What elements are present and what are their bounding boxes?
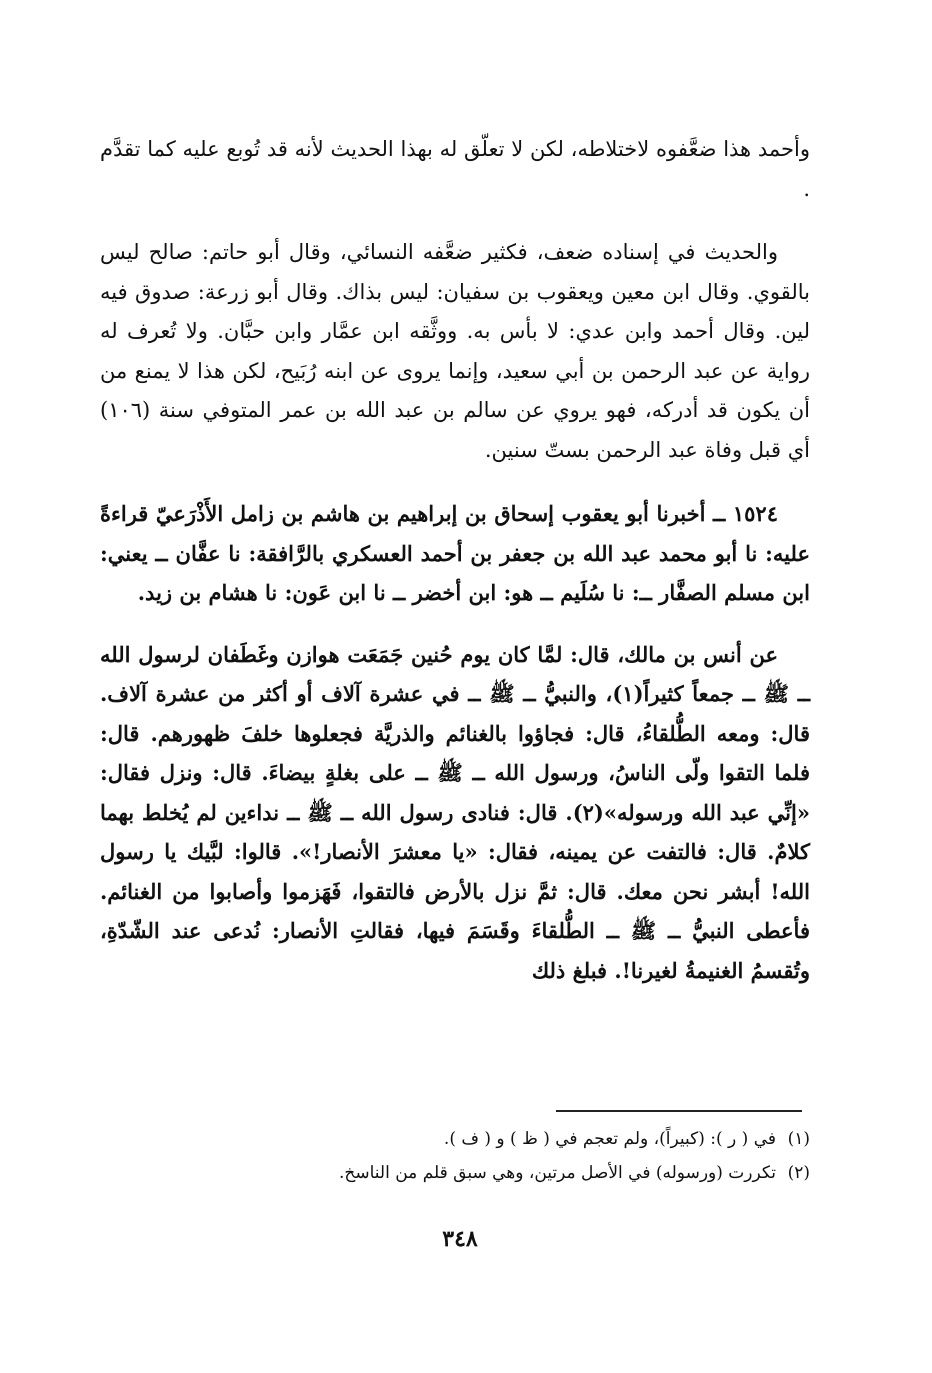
footnote-text: تكررت (ورسوله) في الأصل مرتين، وهي سبق قلم من الناسخ. (339, 1163, 776, 1183)
footnote-number: (١) (787, 1129, 810, 1149)
footnote-number: (٢) (787, 1163, 810, 1183)
footnotes (200, 1122, 810, 1190)
paragraph-hadith-isnad: ١٥٢٤ ــ أخبرنا أبو يعقوب إسحاق بن إبراهيم بن هاشم بن زامل الأَذْرَعيّ قراءةً عليه: نا أبو محمد عبد الله بن جعفر بن أحمد العسكري بالرَّافقة: نا عفَّان ــ يعني: ابن مسلم الصفَّار ــ: نا سُلَيم ــ هو: ابن أخضر ــ نا ابن عَون: نا هشام بن زيد. (100, 501, 810, 605)
footnote-text: في ( ر ): (كبيراً)، ولم تعجم في ( ظ ) و ( ف ). (443, 1129, 776, 1149)
spacer (100, 209, 810, 233)
page-number: ٣٤٨ (442, 1226, 478, 1252)
paragraph-hadith-matn: عن أنس بن مالك، قال: لمَّا كان يوم حُنين جَمَعَت هوازن وغَطَفان لرسول الله ــ ﷺ ــ جمعاً كثيراً(١)، والنبيُّ ــ ﷺ ــ في عشرة آلاف أو أكثر من عشرة آلاف. قال: ومعه الطُّلقاءُ، قال: فجاؤوا بالغنائم والذريَّة فجعلوها خلفَ ظهورهم. قال: فلما التقوا ولّى الناسُ، ورسول الله ــ ﷺ ــ على بغلةٍ بيضاءَ. قال: ونزل فقال: «إنِّي عبد الله ورسوله»(٢). قال: فنادى رسول الله ــ ﷺ ــ نداءين لم يُخلط بهما كلامٌ. قال: فالتفت عن يمينه، فقال: «يا معشرَ الأنصار!». قالوا: لبَّيك يا رسول الله! أبشر نحن معك. قال: ثمَّ نزل بالأرض فالتقوا، فَهَزموا وأصابوا من الغنائم. فأعطى النبيُّ ــ ﷺ ــ الطُّلقاءَ وقَسَمَ فيها، فقالتِ الأنصار: نُدعى عند الشّدّةِ، وتُقسمُ الغنيمةُ لغيرنا!. فبلغ ذلك (100, 641, 810, 983)
footnote-item (200, 1122, 810, 1156)
paragraph-continuation: وأحمد هذا ضعَّفوه لاختلاطه، لكن لا تعلّق له بهذا الحديث لأنه قد تُوبع عليه كما تقدَّم . (100, 137, 810, 201)
page-body (100, 130, 810, 990)
paragraph-commentary: والحديث في إسناده ضعف، فكثير ضعَّفه النسائي، وقال أبو حاتم: صالح ليس بالقوي. وقال ابن معين ويعقوب بن سفيان: ليس بذاك. وقال أبو زرعة: صدوق فيه لين. وقال أحمد وابن عدي: لا بأس به. ووثَّقه ابن عمَّار وابن حبَّان. ولا تُعرف له رواية عن عبد الرحمن بن أبي سعيد، وإنما يروى عن ابنه رُبَيح، لكن هذا لا يمنع من أن يكون قد أدركه، فهو يروي عن سالم بن عبد الله بن عمر المتوفي سنة (١٠٦) أي قبل وفاة عبد الرحمن بستّ سنين. (100, 240, 810, 462)
footnote-divider (556, 1110, 802, 1112)
spacer (100, 470, 810, 494)
spacer (100, 613, 810, 635)
footnote-item (200, 1156, 810, 1190)
